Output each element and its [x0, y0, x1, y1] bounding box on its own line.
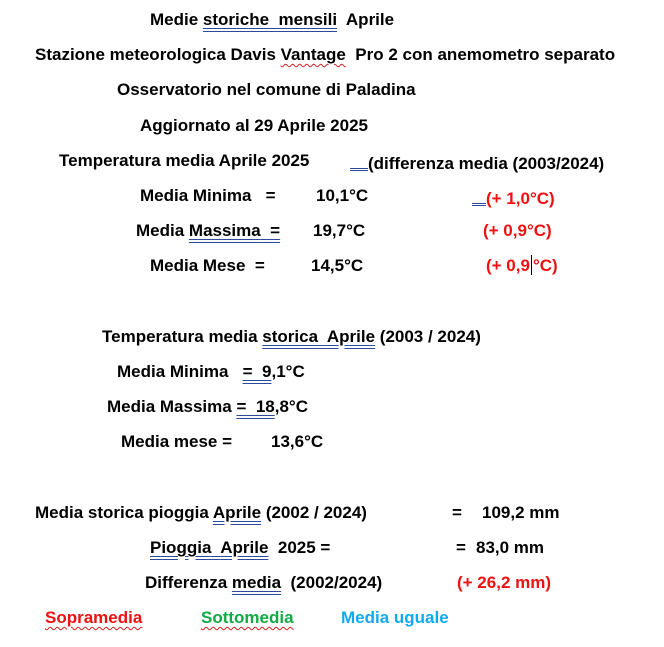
rain-diff-label: Differenza media (2002/2024) — [145, 573, 383, 592]
legend-below: Sottomedia — [201, 608, 294, 627]
current-diff-heading: (differenza media (2003/2024) — [350, 150, 604, 175]
rain-historic-label: Media storica pioggia Aprile (2002 / 2024) — [35, 503, 367, 522]
current-max-diff: (+ 0,9°C) — [483, 221, 552, 240]
station-description: Stazione meteorologica Davis Vantage Pro 2 con anemometro separato — [35, 45, 616, 64]
current-temp-heading: Temperatura media Aprile 2025 — [59, 151, 310, 170]
rain-current-value: 83,0 mm — [476, 538, 545, 557]
current-max-value: 19,7°C — [313, 221, 366, 240]
text-cursor — [531, 255, 532, 275]
update-date: Aggiornato al 29 Aprile 2025 — [140, 116, 368, 135]
page-title: Medie storiche mensili Aprile — [150, 10, 395, 29]
underline-mark — [350, 150, 368, 171]
historic-min-row: Media Minima = 9,1°C — [117, 362, 305, 381]
current-min-value: 10,1°C — [316, 186, 369, 205]
historic-month-label: Media mese = — [121, 432, 233, 451]
rain-historic-value: 109,2 mm — [482, 503, 560, 522]
legend-equal: Media uguale — [341, 608, 449, 627]
current-min-diff: (+ 1,0°C) — [472, 185, 555, 210]
legend-above: Sopramedia — [45, 608, 143, 627]
historic-max-row: Media Massima = 18,8°C — [107, 397, 309, 416]
historic-temp-heading: Temperatura media storica Aprile (2003 / 2024) — [102, 327, 481, 346]
rain-diff-value: (+ 26,2 mm) — [457, 573, 552, 592]
observatory-location: Osservatorio nel comune di Paladina — [117, 80, 416, 99]
historic-month-value: 13,6°C — [271, 432, 324, 451]
underline-mark — [472, 185, 486, 206]
current-month-diff: (+ 0,9 °C) — [486, 256, 558, 275]
current-month-label: Media Mese = — [150, 256, 265, 275]
current-min-label: Media Minima = — [140, 186, 276, 205]
current-month-value: 14,5°C — [311, 256, 364, 275]
current-max-label: Media Massima = — [136, 221, 281, 240]
rain-historic-eq: = — [452, 503, 462, 522]
rain-current-eq: = — [456, 538, 466, 557]
rain-current-label: Pioggia Aprile 2025 = — [150, 538, 331, 557]
